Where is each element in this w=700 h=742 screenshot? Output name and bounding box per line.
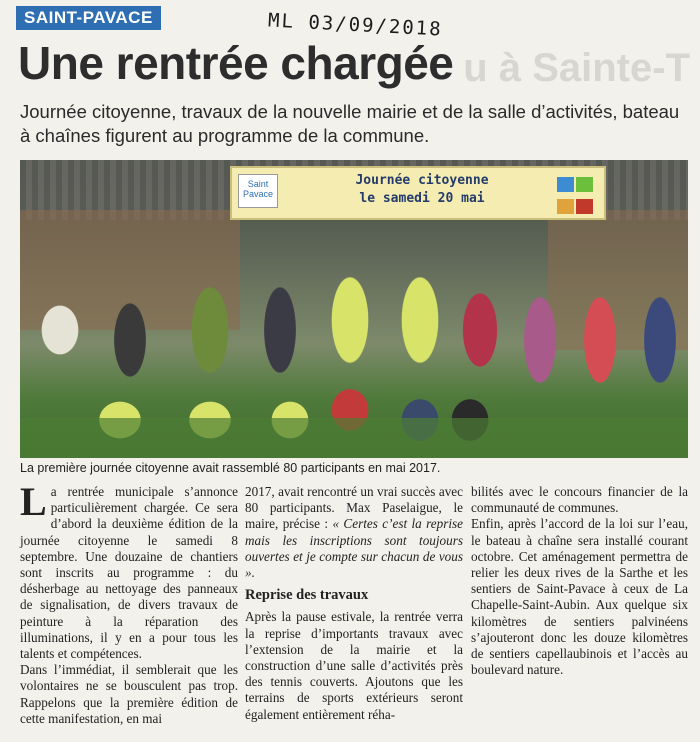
photo-banner xyxy=(230,166,606,220)
banner-pictograms xyxy=(556,176,596,210)
mayor-quote: « Certes c’est la reprise mais les inscriptions sont toujours ouvertes et je compte sur chacun de vous ». xyxy=(245,516,463,581)
photo-caption: La première journée citoyenne avait rassemblé 80 participants en mai 2017. xyxy=(20,461,441,475)
town-logo: Saint Pavace xyxy=(238,174,278,208)
subtitle: Journée citoyenne, travaux de la nouvelle mairie et de la salle d’activités, bateau à chaînes figurent au programme de la commune. xyxy=(20,101,680,146)
banner-line-1: Journée citoyenne xyxy=(355,173,489,188)
banner-line-2: le samedi 20 mai xyxy=(359,191,485,206)
article-column-3 xyxy=(471,484,688,678)
subheading: Reprise des travaux xyxy=(245,587,369,604)
adjacent-article-headline-fragment: u à Sainte-T xyxy=(463,46,690,90)
dropcap: L xyxy=(20,479,47,524)
photo-grass xyxy=(20,418,688,458)
paragraph: bilités avec le concours financier de la communauté de communes. xyxy=(471,484,688,516)
article-column-1 xyxy=(20,479,238,727)
handwritten-date-note: ML 03/09/2018 xyxy=(267,9,444,41)
paragraph: Dans l’immédiat, il semblerait que les volontaires ne se bousculent pas trop. Rappelons que la première édition de cette manifestation, en mai xyxy=(20,662,238,726)
people-icon xyxy=(557,177,574,192)
section-tag: SAINT-PAVACE xyxy=(16,6,161,30)
tree-icon xyxy=(576,177,593,192)
group-photo xyxy=(20,160,688,458)
house-icon xyxy=(557,199,574,214)
tools-icon xyxy=(576,199,593,214)
article-column-2 xyxy=(245,484,463,723)
headline: Une rentrée chargée xyxy=(18,37,454,89)
banner-text xyxy=(322,172,522,208)
paragraph: 2017, avait rencontré un vrai succès avec 80 participants. Max Paselaigue, le maire, précise : xyxy=(245,484,463,532)
paragraph: a rentrée municipale s’annonce particulièrement chargée. Ce sera d’abord la deuxième édition de la journée citoyenne le samedi 8 septembre. Une douzaine de chantiers sont inscrits au programme : du désherbage au nettoyage des panneaux de signalisation, de divers travaux de peinture à la réparation des illuminations, il y en a pour tous les talents et compétences. xyxy=(20,484,238,662)
paragraph: Après la pause estivale, la rentrée verra la reprise d’importants travaux avec l’extension de la mairie et la construction d’une salle d’activités près des tennis couverts. Ajoutons que les terrains de sports extérieurs seront également entièrement réha- xyxy=(245,609,463,722)
paragraph: Enfin, après l’accord de la loi sur l’eau, le bateau à chaîne sera installé courant octobre. Cet aménagement permettra de relier les deux rives de la Sarthe et les sentiers de Saint-Pavace à ceux de La Chapelle-Saint-Aubin. Aux quelque six kilomètres de sentiers palvinéens s’ajouteront donc les douze kilomètres de sentiers capellaubinois et l’accès au boulevard nature. xyxy=(471,516,688,678)
